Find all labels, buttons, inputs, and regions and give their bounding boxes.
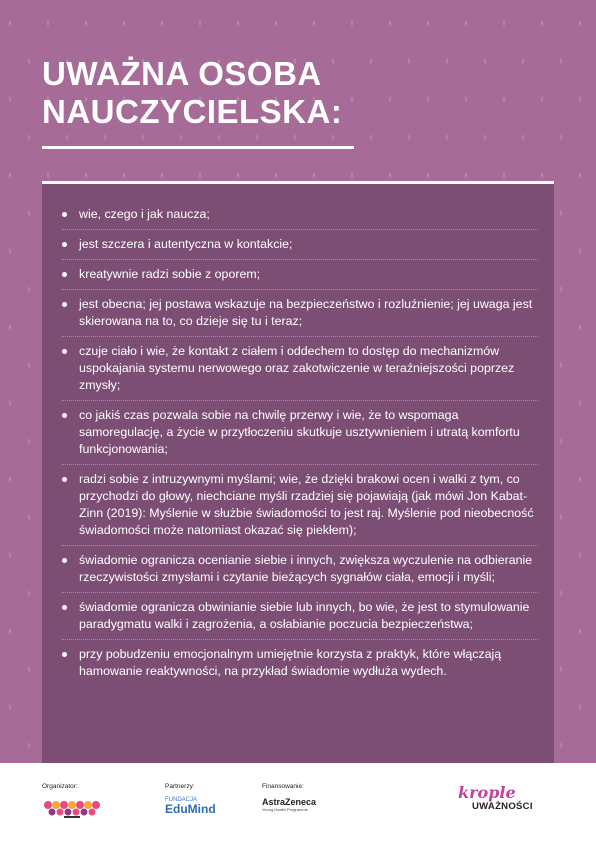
droplet-icon <box>408 134 411 140</box>
droplet-icon <box>28 514 31 520</box>
list-item <box>62 646 538 686</box>
droplet-icon <box>161 172 164 178</box>
droplet-icon <box>579 172 582 178</box>
droplet-icon <box>389 96 392 102</box>
bullet-icon <box>62 302 67 307</box>
astrazeneca-logo <box>262 797 316 812</box>
droplet-icon <box>294 134 297 140</box>
astrazeneca-name: AstraZeneca <box>262 797 317 807</box>
droplet-icon <box>9 704 12 710</box>
droplet-icon <box>351 20 354 26</box>
droplet-icon <box>427 20 430 26</box>
droplet-icon <box>579 96 582 102</box>
droplet-icon <box>28 590 31 596</box>
organizer-label: Organizator: <box>42 783 78 790</box>
krople-logo <box>458 785 533 812</box>
droplet-icon <box>332 134 335 140</box>
droplet-icon <box>180 134 183 140</box>
droplet-icon <box>446 134 449 140</box>
droplet-icon <box>503 96 506 102</box>
title-underline <box>42 146 354 149</box>
droplet-icon <box>28 210 31 216</box>
list-item-text: jest obecna; jej postawa wskazuje na bezpieczeństwo i rozluźnienie; jej uwaga jest skierowana na to, co dzieje się tu i teraz; <box>79 297 533 328</box>
bullet-icon <box>62 212 67 217</box>
droplet-icon <box>9 172 12 178</box>
droplet-icon <box>142 134 145 140</box>
list-item-text: wie, czego i jak naucza; <box>79 207 210 221</box>
droplet-icon <box>503 172 506 178</box>
droplet-icon <box>161 20 164 26</box>
droplet-icon <box>503 20 506 26</box>
droplet-icon <box>275 172 278 178</box>
list-item <box>62 599 538 640</box>
droplet-icon <box>522 134 525 140</box>
droplet-icon <box>47 172 50 178</box>
bullet-icon <box>62 558 67 563</box>
list-item-text: kreatywnie radzi sobie z oporem; <box>79 267 261 281</box>
droplet-icon <box>560 58 563 64</box>
funding-label: Finansowanie: <box>262 783 304 790</box>
edumind-logo <box>165 797 216 815</box>
bullet-icon <box>62 413 67 418</box>
droplet-icon <box>256 134 259 140</box>
list-item-text: radzi sobie z intruzywnymi myślami; wie, że dzięki brakowi ocen i walki z tym, co przychodzi do głowy, niechciane myśli rzadziej się pojawiają (jak mówi Jon Kabat-Zinn (2019): Myślenie w służbie świadomości to jest raj. Myślenie pod nieobecność świadomości może natomiast okazać się piekłem); <box>79 472 534 537</box>
droplet-icon <box>104 134 107 140</box>
list-item-text: co jakiś czas pozwala sobie na chwilę przerwy i wie, że to wspomaga samoregulację, a życie w przytłoczeniu skutkuje usztywnieniem i utratą komfortu funkcjonowania; <box>79 408 520 456</box>
droplet-icon <box>579 476 582 482</box>
droplet-icon <box>541 172 544 178</box>
droplet-icon <box>560 590 563 596</box>
droplet-icon <box>9 324 12 330</box>
droplet-icon <box>85 172 88 178</box>
bullet-list <box>62 206 538 692</box>
droplet-icon <box>313 172 316 178</box>
organizer-block <box>42 783 78 790</box>
droplet-icon <box>579 248 582 254</box>
droplet-icon <box>199 20 202 26</box>
edumind-name: EduMind <box>165 802 216 816</box>
droplet-icon <box>28 742 31 748</box>
droplet-icon <box>408 58 411 64</box>
droplet-icon <box>275 20 278 26</box>
droplet-icon <box>560 666 563 672</box>
droplet-icon <box>313 20 316 26</box>
bullet-icon <box>62 242 67 247</box>
droplet-icon <box>47 20 50 26</box>
droplet-icon <box>123 172 126 178</box>
title-line-2: NAUCZYCIELSKA: <box>42 93 343 130</box>
title-line-1: UWAŻNA OSOBA <box>42 55 322 92</box>
droplet-icon <box>541 96 544 102</box>
list-item <box>62 206 538 230</box>
list-item <box>62 296 538 337</box>
droplet-icon <box>370 134 373 140</box>
list-item-text: świadomie ogranicza obwinianie siebie lub innych, bo wie, że jest to stymulowanie paradygmatu walki i zagrożenia, a osłabianie poczucia bezpieczeństwa; <box>79 600 530 631</box>
krople-top: krople <box>458 783 516 802</box>
list-item-text: przy pobudzeniu emocjonalnym umiejętnie korzysta z praktyk, które włączają hamowanie reaktywności, na przykład świadomie wydłuża wydech. <box>79 647 502 678</box>
droplet-icon <box>66 134 69 140</box>
droplet-icon <box>9 248 12 254</box>
droplet-icon <box>579 628 582 634</box>
droplet-icon <box>484 58 487 64</box>
bullet-icon <box>62 652 67 657</box>
funding-block <box>262 783 317 812</box>
droplet-icon <box>123 20 126 26</box>
droplet-icon <box>579 400 582 406</box>
droplet-icon <box>9 628 12 634</box>
droplet-icon <box>389 20 392 26</box>
droplet-icon <box>370 58 373 64</box>
droplet-icon <box>560 514 563 520</box>
droplet-icon <box>579 20 582 26</box>
list-item-text: czuje ciało i wie, że kontakt z ciałem i oddechem to dostęp do mechanizmów uspokajania systemu nerwowego oraz zakotwiczenie w teraźniejszości poprzez zmysły; <box>79 344 515 392</box>
bullet-icon <box>62 477 67 482</box>
list-item <box>62 343 538 401</box>
droplet-icon <box>541 20 544 26</box>
droplet-icon <box>560 438 563 444</box>
list-item <box>62 407 538 465</box>
droplet-icon <box>237 20 240 26</box>
droplet-icon <box>579 552 582 558</box>
list-item <box>62 236 538 260</box>
footer <box>0 763 596 843</box>
content-panel <box>42 181 554 763</box>
krople-bottom: UWAŻNOŚCI <box>472 801 533 812</box>
droplet-icon <box>199 172 202 178</box>
droplet-icon <box>560 362 563 368</box>
bullet-icon <box>62 605 67 610</box>
droplet-icon <box>28 58 31 64</box>
droplet-icon <box>522 58 525 64</box>
droplet-icon <box>28 134 31 140</box>
partners-block <box>165 783 216 816</box>
droplet-icon <box>28 362 31 368</box>
droplet-icon <box>465 172 468 178</box>
page-title <box>42 55 342 131</box>
droplet-icon <box>9 400 12 406</box>
droplet-icon <box>560 210 563 216</box>
droplet-icon <box>351 96 354 102</box>
droplet-icon <box>351 172 354 178</box>
list-item <box>62 266 538 290</box>
droplet-icon <box>85 20 88 26</box>
droplet-icon <box>389 172 392 178</box>
bullet-icon <box>62 272 67 277</box>
droplet-icon <box>446 58 449 64</box>
droplet-icon <box>579 324 582 330</box>
list-item-text: świadomie ogranicza ocenianie siebie i innych, zwiększa wyczulenie na odbieranie rzeczywistości zmysłami i czytanie bieżących sygnałów ciała, emocji i myśli; <box>79 553 533 584</box>
droplet-icon <box>28 666 31 672</box>
edumind-small: FUNDACJA <box>165 797 198 803</box>
bullet-icon <box>62 349 67 354</box>
list-item-text: jest szczera i autentyczna w kontakcie; <box>79 237 293 251</box>
droplet-icon <box>560 286 563 292</box>
droplet-icon <box>9 476 12 482</box>
droplet-icon <box>9 20 12 26</box>
list-item <box>62 471 538 546</box>
droplet-icon <box>427 172 430 178</box>
droplet-icon <box>579 704 582 710</box>
droplet-icon <box>484 134 487 140</box>
droplet-icon <box>560 134 563 140</box>
astrazeneca-sub: Young Health Programme <box>262 807 308 812</box>
droplet-icon <box>560 742 563 748</box>
droplet-icon <box>28 438 31 444</box>
organizer-logo <box>42 797 102 819</box>
droplet-icon <box>28 286 31 292</box>
droplet-icon <box>465 20 468 26</box>
droplet-icon <box>9 552 12 558</box>
droplet-icon <box>427 96 430 102</box>
list-item <box>62 552 538 593</box>
droplet-icon <box>9 96 12 102</box>
partners-label: Partnerzy: <box>165 783 195 790</box>
droplet-icon <box>218 134 221 140</box>
droplet-icon <box>465 96 468 102</box>
droplet-icon <box>237 172 240 178</box>
